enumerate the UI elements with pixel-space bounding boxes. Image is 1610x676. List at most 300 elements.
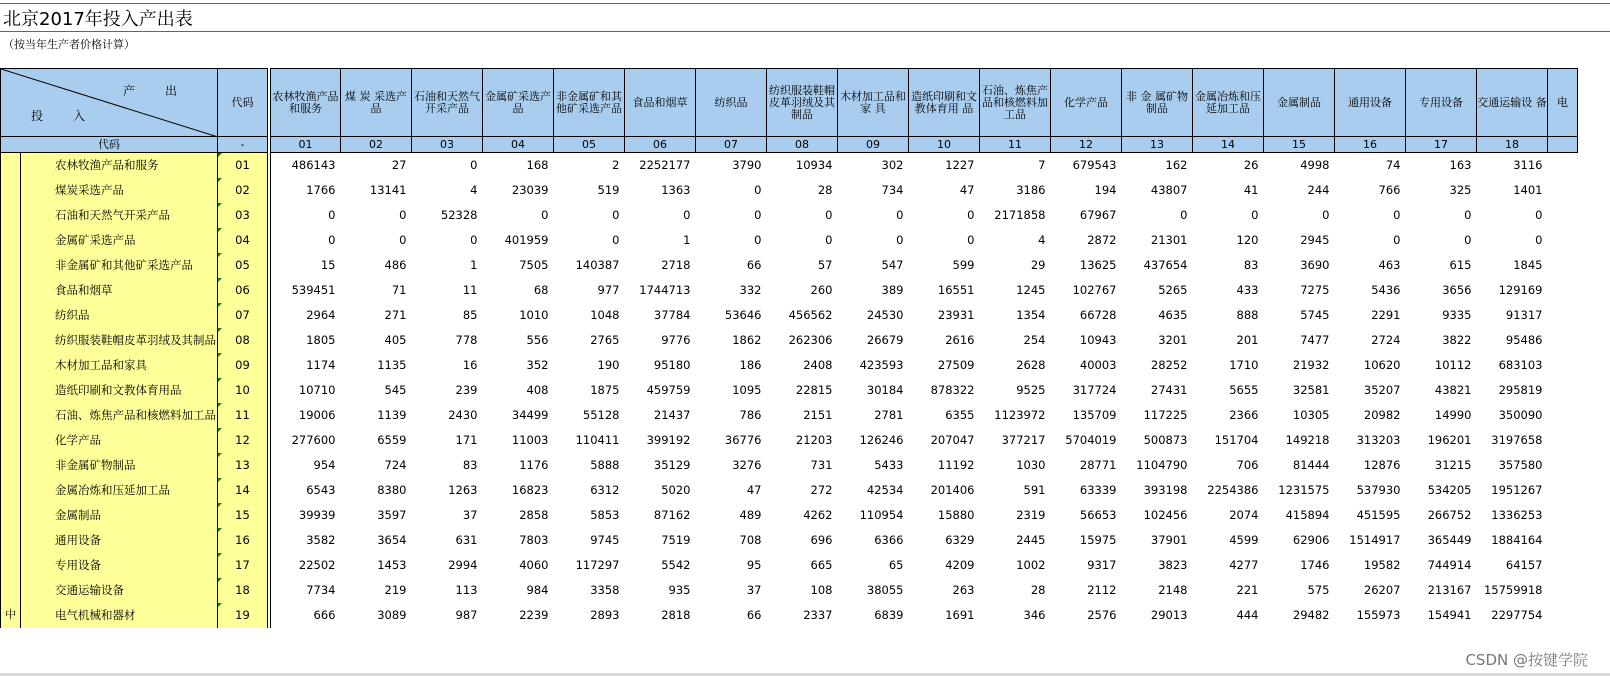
column-header[interactable]: 电 bbox=[1548, 69, 1578, 137]
value-cell[interactable]: 0 bbox=[1322, 208, 1330, 222]
value-cell[interactable]: 28 bbox=[1030, 583, 1046, 597]
value-cell[interactable]: 4998 bbox=[1300, 158, 1330, 172]
value-cell[interactable]: 37901 bbox=[1150, 533, 1188, 547]
value-cell[interactable]: 0 bbox=[683, 208, 691, 222]
value-cell[interactable]: 0 bbox=[541, 208, 549, 222]
value-cell[interactable]: 162 bbox=[1165, 158, 1188, 172]
value-cell[interactable]: 4209 bbox=[945, 558, 975, 572]
value-cell[interactable]: 29013 bbox=[1150, 608, 1188, 622]
value-cell[interactable]: 459759 bbox=[646, 383, 691, 397]
value-cell[interactable]: 219 bbox=[384, 583, 407, 597]
row-code[interactable] bbox=[218, 478, 268, 503]
value-cell[interactable]: 16823 bbox=[511, 483, 549, 497]
value-cell[interactable]: 4262 bbox=[803, 508, 833, 522]
value-cell[interactable]: 1514917 bbox=[1349, 533, 1401, 547]
column-header[interactable]: 专用设备 bbox=[1406, 69, 1477, 137]
value-cell[interactable]: 935 bbox=[668, 583, 691, 597]
value-cell[interactable]: 489 bbox=[739, 508, 762, 522]
value-cell[interactable]: 7519 bbox=[661, 533, 691, 547]
value-cell[interactable]: 3654 bbox=[377, 533, 407, 547]
value-cell[interactable]: 19006 bbox=[298, 408, 336, 422]
value-cell[interactable]: 332 bbox=[739, 283, 762, 297]
column-header[interactable]: 纺织品 bbox=[696, 69, 767, 137]
value-cell[interactable]: 666 bbox=[313, 608, 336, 622]
value-cell[interactable]: 10934 bbox=[795, 158, 833, 172]
value-cell[interactable]: 2818 bbox=[661, 608, 691, 622]
value-cell[interactable]: 1845 bbox=[1513, 258, 1543, 272]
value-cell[interactable]: 120 bbox=[1236, 233, 1259, 247]
value-cell[interactable]: 346 bbox=[1023, 608, 1046, 622]
row-name[interactable]: 通用设备 bbox=[21, 528, 218, 553]
value-cell[interactable]: 26207 bbox=[1363, 583, 1401, 597]
value-cell[interactable]: 954 bbox=[313, 458, 336, 472]
value-cell[interactable]: 21437 bbox=[653, 408, 691, 422]
value-cell[interactable]: 186 bbox=[739, 358, 762, 372]
value-cell[interactable]: 83 bbox=[462, 458, 478, 472]
value-cell[interactable]: 2151 bbox=[803, 408, 833, 422]
value-cell[interactable]: 277600 bbox=[291, 433, 336, 447]
value-cell[interactable]: 0 bbox=[1464, 233, 1472, 247]
value-cell[interactable]: 4 bbox=[470, 183, 478, 197]
value-cell[interactable]: 4060 bbox=[519, 558, 549, 572]
value-cell[interactable]: 95 bbox=[746, 558, 762, 572]
value-cell[interactable]: 2430 bbox=[448, 408, 478, 422]
value-cell[interactable]: 317724 bbox=[1072, 383, 1117, 397]
value-cell[interactable]: 47 bbox=[959, 183, 975, 197]
value-cell[interactable]: 7803 bbox=[519, 533, 549, 547]
value-cell[interactable]: 12876 bbox=[1363, 458, 1401, 472]
value-cell[interactable]: 2945 bbox=[1300, 233, 1330, 247]
value-cell[interactable]: 13625 bbox=[1079, 258, 1117, 272]
value-cell[interactable]: 519 bbox=[597, 183, 620, 197]
value-cell[interactable]: 42534 bbox=[866, 483, 904, 497]
value-cell[interactable] bbox=[1548, 603, 1578, 628]
value-cell[interactable]: 575 bbox=[1307, 583, 1330, 597]
value-cell[interactable]: 14990 bbox=[1434, 408, 1472, 422]
value-cell[interactable]: 95180 bbox=[653, 358, 691, 372]
value-cell[interactable]: 0 bbox=[1535, 208, 1543, 222]
value-cell[interactable]: 1095 bbox=[732, 383, 762, 397]
row-code[interactable] bbox=[218, 378, 268, 403]
value-cell[interactable]: 8380 bbox=[377, 483, 407, 497]
value-cell[interactable]: 41 bbox=[1243, 183, 1259, 197]
value-cell[interactable]: 11192 bbox=[937, 458, 975, 472]
column-header[interactable]: 煤 炭 采选产品 bbox=[341, 69, 412, 137]
value-cell[interactable]: 23931 bbox=[937, 308, 975, 322]
value-cell[interactable]: 207047 bbox=[930, 433, 975, 447]
value-cell[interactable] bbox=[1548, 503, 1578, 528]
row-code[interactable] bbox=[218, 328, 268, 353]
value-cell[interactable]: 35129 bbox=[653, 458, 691, 472]
value-cell[interactable]: 2074 bbox=[1229, 508, 1259, 522]
value-cell[interactable]: 10112 bbox=[1434, 358, 1472, 372]
column-header[interactable]: 非 金 属矿物制品 bbox=[1122, 69, 1193, 137]
value-cell[interactable]: 27509 bbox=[937, 358, 975, 372]
value-cell[interactable]: 295819 bbox=[1498, 383, 1543, 397]
value-cell[interactable]: 9525 bbox=[1016, 383, 1046, 397]
value-cell[interactable]: 5542 bbox=[661, 558, 691, 572]
value-cell[interactable]: 126246 bbox=[859, 433, 904, 447]
value-cell[interactable]: 3790 bbox=[732, 158, 762, 172]
value-cell[interactable]: 9317 bbox=[1087, 558, 1117, 572]
value-cell[interactable]: 55128 bbox=[582, 408, 620, 422]
value-cell[interactable]: 2724 bbox=[1371, 333, 1401, 347]
value-cell[interactable]: 3822 bbox=[1442, 333, 1472, 347]
value-cell[interactable]: 615 bbox=[1449, 258, 1472, 272]
value-cell[interactable]: 463 bbox=[1378, 258, 1401, 272]
value-cell[interactable]: 102767 bbox=[1072, 283, 1117, 297]
value-cell[interactable]: 1104790 bbox=[1136, 458, 1188, 472]
column-header[interactable]: 金属矿采选产品 bbox=[483, 69, 554, 137]
row-code[interactable] bbox=[218, 403, 268, 428]
value-cell[interactable]: 2297754 bbox=[1491, 608, 1543, 622]
value-cell[interactable]: 40003 bbox=[1079, 358, 1117, 372]
value-cell[interactable]: 3597 bbox=[377, 508, 407, 522]
value-cell[interactable]: 2718 bbox=[661, 258, 691, 272]
value-cell[interactable]: 3582 bbox=[306, 533, 336, 547]
value-cell[interactable]: 135709 bbox=[1072, 408, 1117, 422]
value-cell[interactable]: 213167 bbox=[1427, 583, 1472, 597]
row-name[interactable]: 非金属矿和其他矿采选产品 bbox=[21, 253, 218, 278]
value-cell[interactable]: 260 bbox=[810, 283, 833, 297]
row-name[interactable]: 非金属矿物制品 bbox=[21, 453, 218, 478]
value-cell[interactable]: 27 bbox=[391, 158, 407, 172]
value-cell[interactable]: 0 bbox=[1393, 233, 1401, 247]
value-cell[interactable]: 724 bbox=[384, 458, 407, 472]
value-cell[interactable]: 878322 bbox=[930, 383, 975, 397]
value-cell[interactable]: 6329 bbox=[945, 533, 975, 547]
column-header[interactable]: 化学产品 bbox=[1051, 69, 1122, 137]
value-cell[interactable]: 401959 bbox=[504, 233, 549, 247]
value-cell[interactable]: 1884164 bbox=[1491, 533, 1543, 547]
value-cell[interactable]: 984 bbox=[526, 583, 549, 597]
value-cell[interactable]: 53646 bbox=[724, 308, 762, 322]
value-cell[interactable]: 24530 bbox=[866, 308, 904, 322]
value-cell[interactable]: 977 bbox=[597, 283, 620, 297]
value-cell[interactable]: 2616 bbox=[945, 333, 975, 347]
value-cell[interactable]: 1805 bbox=[306, 333, 336, 347]
value-cell[interactable]: 0 bbox=[754, 208, 762, 222]
value-cell[interactable]: 2576 bbox=[1087, 608, 1117, 622]
value-cell[interactable]: 0 bbox=[399, 208, 407, 222]
value-cell[interactable]: 5020 bbox=[661, 483, 691, 497]
value-cell[interactable]: 151704 bbox=[1214, 433, 1259, 447]
value-cell[interactable]: 1691 bbox=[945, 608, 975, 622]
value-cell[interactable]: 140387 bbox=[575, 258, 620, 272]
value-cell[interactable]: 302 bbox=[881, 158, 904, 172]
value-cell[interactable]: 3116 bbox=[1513, 158, 1543, 172]
value-cell[interactable]: 5704019 bbox=[1065, 433, 1117, 447]
value-cell[interactable]: 221 bbox=[1236, 583, 1259, 597]
value-cell[interactable]: 129169 bbox=[1498, 283, 1543, 297]
value-cell[interactable]: 1 bbox=[470, 258, 478, 272]
column-header[interactable]: 造纸印刷和文教体育用 品 bbox=[909, 69, 980, 137]
value-cell[interactable]: 272 bbox=[810, 483, 833, 497]
value-cell[interactable]: 2 bbox=[612, 158, 620, 172]
value-cell[interactable]: 28771 bbox=[1079, 458, 1117, 472]
value-cell[interactable]: 377217 bbox=[1001, 433, 1046, 447]
value-cell[interactable]: 4599 bbox=[1229, 533, 1259, 547]
value-cell[interactable]: 1354 bbox=[1016, 308, 1046, 322]
row-name[interactable]: 金属矿采选产品 bbox=[21, 228, 218, 253]
value-cell[interactable]: 16551 bbox=[937, 283, 975, 297]
column-header[interactable]: 非金属矿和其他矿采选产品 bbox=[554, 69, 625, 137]
value-cell[interactable]: 2239 bbox=[519, 608, 549, 622]
value-cell[interactable]: 1048 bbox=[590, 308, 620, 322]
value-cell[interactable]: 3276 bbox=[732, 458, 762, 472]
value-cell[interactable] bbox=[1548, 478, 1578, 503]
row-code[interactable] bbox=[218, 178, 268, 203]
value-cell[interactable] bbox=[1548, 328, 1578, 353]
value-cell[interactable]: 2445 bbox=[1016, 533, 1046, 547]
value-cell[interactable]: 591 bbox=[1023, 483, 1046, 497]
value-cell[interactable]: 64157 bbox=[1505, 558, 1543, 572]
value-cell[interactable] bbox=[1548, 178, 1578, 203]
value-cell[interactable]: 35207 bbox=[1363, 383, 1401, 397]
row-name[interactable]: 石油、炼焦产品和核燃料加工品 bbox=[21, 403, 218, 428]
value-cell[interactable]: 91317 bbox=[1505, 308, 1543, 322]
value-cell[interactable]: 117297 bbox=[575, 558, 620, 572]
value-cell[interactable]: 10943 bbox=[1079, 333, 1117, 347]
value-cell[interactable]: 313203 bbox=[1356, 433, 1401, 447]
value-cell[interactable]: 11 bbox=[462, 283, 478, 297]
value-cell[interactable]: 744914 bbox=[1427, 558, 1472, 572]
column-header[interactable]: 通用设备 bbox=[1335, 69, 1406, 137]
row-name[interactable]: 石油和天然气开采产品 bbox=[21, 203, 218, 228]
value-cell[interactable]: 52328 bbox=[440, 208, 478, 222]
value-cell[interactable]: 201406 bbox=[930, 483, 975, 497]
value-cell[interactable]: 2291 bbox=[1371, 308, 1401, 322]
value-cell[interactable]: 102456 bbox=[1143, 508, 1188, 522]
column-header[interactable]: 纺织服装鞋帽皮革羽绒及其制品 bbox=[767, 69, 838, 137]
value-cell[interactable]: 1139 bbox=[377, 408, 407, 422]
value-cell[interactable]: 22815 bbox=[795, 383, 833, 397]
value-cell[interactable]: 1401 bbox=[1513, 183, 1543, 197]
value-cell[interactable]: 2781 bbox=[874, 408, 904, 422]
value-cell[interactable]: 57 bbox=[817, 258, 833, 272]
row-name[interactable]: 金属冶炼和压延加工品 bbox=[21, 478, 218, 503]
value-cell[interactable]: 987 bbox=[455, 608, 478, 622]
value-cell[interactable]: 486143 bbox=[291, 158, 336, 172]
row-code[interactable] bbox=[218, 428, 268, 453]
value-cell[interactable]: 500873 bbox=[1143, 433, 1188, 447]
value-cell[interactable]: 47 bbox=[746, 483, 762, 497]
row-code[interactable] bbox=[218, 203, 268, 228]
value-cell[interactable]: 696 bbox=[810, 533, 833, 547]
value-cell[interactable]: 2893 bbox=[590, 608, 620, 622]
value-cell[interactable]: 3823 bbox=[1158, 558, 1188, 572]
value-cell[interactable]: 117225 bbox=[1143, 408, 1188, 422]
value-cell[interactable]: 7734 bbox=[306, 583, 336, 597]
value-cell[interactable]: 10710 bbox=[298, 383, 336, 397]
value-cell[interactable]: 1135 bbox=[377, 358, 407, 372]
row-name[interactable]: 专用设备 bbox=[21, 553, 218, 578]
value-cell[interactable]: 556 bbox=[526, 333, 549, 347]
value-cell[interactable]: 4277 bbox=[1229, 558, 1259, 572]
value-cell[interactable]: 239 bbox=[455, 383, 478, 397]
value-cell[interactable]: 1453 bbox=[377, 558, 407, 572]
value-cell[interactable]: 6839 bbox=[874, 608, 904, 622]
value-cell[interactable]: 433 bbox=[1236, 283, 1259, 297]
value-cell[interactable]: 6559 bbox=[377, 433, 407, 447]
value-cell[interactable]: 13141 bbox=[369, 183, 407, 197]
value-cell[interactable] bbox=[1548, 278, 1578, 303]
value-cell[interactable]: 0 bbox=[1251, 208, 1259, 222]
row-code[interactable] bbox=[218, 578, 268, 603]
value-cell[interactable]: 415894 bbox=[1285, 508, 1330, 522]
row-code[interactable] bbox=[218, 278, 268, 303]
value-cell[interactable]: 62906 bbox=[1292, 533, 1330, 547]
row-name[interactable]: 食品和烟草 bbox=[21, 278, 218, 303]
value-cell[interactable]: 393198 bbox=[1143, 483, 1188, 497]
value-cell[interactable]: 7 bbox=[1038, 158, 1046, 172]
value-cell[interactable]: 71 bbox=[391, 283, 407, 297]
value-cell[interactable]: 30184 bbox=[866, 383, 904, 397]
value-cell[interactable]: 2765 bbox=[590, 333, 620, 347]
value-cell[interactable]: 36776 bbox=[724, 433, 762, 447]
value-cell[interactable]: 1710 bbox=[1229, 358, 1259, 372]
value-cell[interactable]: 0 bbox=[754, 183, 762, 197]
value-cell[interactable]: 2337 bbox=[803, 608, 833, 622]
value-cell[interactable]: 27431 bbox=[1150, 383, 1188, 397]
value-cell[interactable]: 271 bbox=[384, 308, 407, 322]
column-header[interactable]: 食品和烟草 bbox=[625, 69, 696, 137]
value-cell[interactable]: 15 bbox=[320, 258, 336, 272]
value-cell[interactable]: 888 bbox=[1236, 308, 1259, 322]
row-name[interactable]: 煤炭采选产品 bbox=[21, 178, 218, 203]
value-cell[interactable]: 2112 bbox=[1087, 583, 1117, 597]
value-cell[interactable]: 9745 bbox=[590, 533, 620, 547]
value-cell[interactable]: 357580 bbox=[1498, 458, 1543, 472]
value-cell[interactable]: 1336253 bbox=[1491, 508, 1543, 522]
value-cell[interactable]: 110954 bbox=[859, 508, 904, 522]
value-cell[interactable]: 437654 bbox=[1143, 258, 1188, 272]
value-cell[interactable]: 1263 bbox=[448, 483, 478, 497]
value-cell[interactable]: 1245 bbox=[1016, 283, 1046, 297]
value-cell[interactable]: 113 bbox=[455, 583, 478, 597]
value-cell[interactable]: 163 bbox=[1449, 158, 1472, 172]
value-cell[interactable]: 599 bbox=[952, 258, 975, 272]
value-cell[interactable]: 87162 bbox=[653, 508, 691, 522]
value-cell[interactable]: 534205 bbox=[1427, 483, 1472, 497]
value-cell[interactable] bbox=[1548, 153, 1578, 179]
value-cell[interactable]: 38055 bbox=[866, 583, 904, 597]
value-cell[interactable]: 2148 bbox=[1158, 583, 1188, 597]
value-cell[interactable]: 0 bbox=[967, 233, 975, 247]
value-cell[interactable]: 0 bbox=[1464, 208, 1472, 222]
value-cell[interactable]: 263 bbox=[952, 583, 975, 597]
value-cell[interactable]: 5655 bbox=[1229, 383, 1259, 397]
value-cell[interactable]: 262306 bbox=[788, 333, 833, 347]
value-cell[interactable]: 731 bbox=[810, 458, 833, 472]
value-cell[interactable]: 34499 bbox=[511, 408, 549, 422]
value-cell[interactable]: 10620 bbox=[1363, 358, 1401, 372]
value-cell[interactable]: 39939 bbox=[298, 508, 336, 522]
value-cell[interactable]: 196201 bbox=[1427, 433, 1472, 447]
value-cell[interactable]: 1002 bbox=[1016, 558, 1046, 572]
column-header[interactable]: 石油、炼焦产品和核燃料加工品 bbox=[980, 69, 1051, 137]
value-cell[interactable]: 7275 bbox=[1300, 283, 1330, 297]
value-cell[interactable]: 1231575 bbox=[1278, 483, 1330, 497]
value-cell[interactable]: 20982 bbox=[1363, 408, 1401, 422]
value-cell[interactable]: 7477 bbox=[1300, 333, 1330, 347]
value-cell[interactable]: 2408 bbox=[803, 358, 833, 372]
value-cell[interactable]: 22502 bbox=[298, 558, 336, 572]
value-cell[interactable]: 2628 bbox=[1016, 358, 1046, 372]
value-cell[interactable]: 0 bbox=[896, 233, 904, 247]
value-cell[interactable]: 9335 bbox=[1442, 308, 1472, 322]
value-cell[interactable]: 0 bbox=[328, 208, 336, 222]
value-cell[interactable]: 31215 bbox=[1434, 458, 1472, 472]
value-cell[interactable]: 1766 bbox=[306, 183, 336, 197]
value-cell[interactable] bbox=[1548, 378, 1578, 403]
value-cell[interactable]: 3186 bbox=[1016, 183, 1046, 197]
value-cell[interactable]: 766 bbox=[1378, 183, 1401, 197]
value-cell[interactable] bbox=[1548, 553, 1578, 578]
value-cell[interactable]: 21203 bbox=[795, 433, 833, 447]
value-cell[interactable]: 0 bbox=[825, 208, 833, 222]
value-cell[interactable]: 3690 bbox=[1300, 258, 1330, 272]
row-name[interactable]: 农林牧渔产品和服务 bbox=[21, 153, 218, 179]
value-cell[interactable]: 734 bbox=[881, 183, 904, 197]
value-cell[interactable]: 3089 bbox=[377, 608, 407, 622]
value-cell[interactable]: 1363 bbox=[661, 183, 691, 197]
row-name[interactable]: 造纸印刷和文教体育用品 bbox=[21, 378, 218, 403]
value-cell[interactable]: 1030 bbox=[1016, 458, 1046, 472]
column-header[interactable]: 农林牧渔产品和服务 bbox=[271, 69, 341, 137]
value-cell[interactable]: 2254386 bbox=[1207, 483, 1259, 497]
value-cell[interactable]: 1744713 bbox=[639, 283, 691, 297]
value-cell[interactable]: 1746 bbox=[1300, 558, 1330, 572]
value-cell[interactable]: 3656 bbox=[1442, 283, 1472, 297]
value-cell[interactable]: 15975 bbox=[1079, 533, 1117, 547]
value-cell[interactable]: 683103 bbox=[1498, 358, 1543, 372]
value-cell[interactable]: 1010 bbox=[519, 308, 549, 322]
value-cell[interactable]: 0 bbox=[1535, 233, 1543, 247]
value-cell[interactable]: 6543 bbox=[306, 483, 336, 497]
value-cell[interactable]: 0 bbox=[754, 233, 762, 247]
column-header[interactable]: 交通运输设 备 bbox=[1477, 69, 1548, 137]
row-name[interactable]: 木材加工品和家具 bbox=[21, 353, 218, 378]
value-cell[interactable] bbox=[1548, 203, 1578, 228]
value-cell[interactable]: 3358 bbox=[590, 583, 620, 597]
value-cell[interactable]: 26 bbox=[1243, 158, 1259, 172]
value-cell[interactable]: 67967 bbox=[1079, 208, 1117, 222]
value-cell[interactable]: 0 bbox=[612, 233, 620, 247]
value-cell[interactable]: 37784 bbox=[653, 308, 691, 322]
value-cell[interactable]: 2252177 bbox=[639, 158, 691, 172]
value-cell[interactable]: 194 bbox=[1094, 183, 1117, 197]
value-cell[interactable]: 266752 bbox=[1427, 508, 1472, 522]
value-cell[interactable]: 28 bbox=[817, 183, 833, 197]
value-cell[interactable]: 37 bbox=[462, 508, 478, 522]
row-name[interactable]: 电气机械和器材 bbox=[21, 603, 218, 628]
value-cell[interactable]: 1176 bbox=[519, 458, 549, 472]
value-cell[interactable]: 5888 bbox=[590, 458, 620, 472]
value-cell[interactable]: 2366 bbox=[1229, 408, 1259, 422]
value-cell[interactable]: 11003 bbox=[511, 433, 549, 447]
value-cell[interactable]: 0 bbox=[399, 233, 407, 247]
value-cell[interactable]: 95486 bbox=[1505, 333, 1543, 347]
value-cell[interactable]: 5745 bbox=[1300, 308, 1330, 322]
row-name[interactable]: 纺织服装鞋帽皮革羽绒及其制品 bbox=[21, 328, 218, 353]
value-cell[interactable]: 28252 bbox=[1150, 358, 1188, 372]
value-cell[interactable]: 1 bbox=[683, 233, 691, 247]
value-cell[interactable]: 778 bbox=[455, 333, 478, 347]
value-cell[interactable]: 19582 bbox=[1363, 558, 1401, 572]
value-cell[interactable]: 37 bbox=[746, 583, 762, 597]
value-cell[interactable]: 399192 bbox=[646, 433, 691, 447]
